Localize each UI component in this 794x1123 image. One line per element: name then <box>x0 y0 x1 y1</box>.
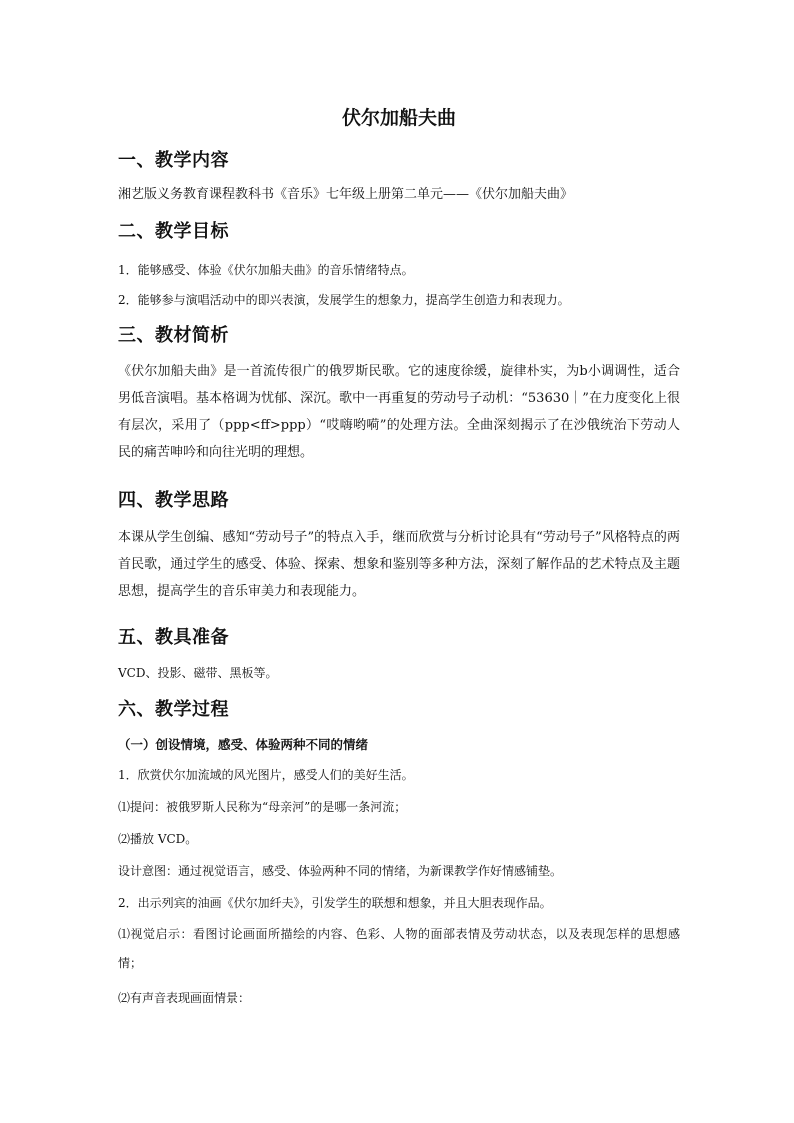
material-analysis-text: 《伏尔加船夫曲》是一首流传很广的俄罗斯民歌。它的速度徐缓，旋律朴实，为b小调调性，适合男低音演唱。基本格调为忧郁、深沉。歌中一再重复的劳动号子动机：“53630｜”在力度变化上很有层次，采用了（ppp<ff>ppp）“哎嗨哟嗬”的处理方法。全曲深刻揭示了在沙俄统治下劳动人民的痛苦呻吟和向往光明的理想。 <box>118 364 680 460</box>
teaching-aids-text: VCD、投影、磁带、黑板等。 <box>118 666 278 680</box>
process-line: 设计意图：通过视觉语言，感受、体验两种不同的情绪，为新课教学作好情感铺垫。 <box>118 864 563 878</box>
teaching-approach-text: 本课从学生创编、感知“劳动号子”的特点入手，继而欣赏与分析讨论具有“劳动号子”风格特点的两首民歌，通过学生的感受、体验、探索、想象和鉴别等多种方法，深刻了解作品的艺术特点及主题思想，提高学生的音乐审美力和表现能力。 <box>118 530 680 599</box>
process-line: ⑵有声音表现画面情景： <box>118 991 251 1005</box>
heading-teaching-process: 六、教学过程 <box>118 699 229 720</box>
heading-teaching-approach: 四、教学思路 <box>118 490 229 511</box>
heading-teaching-goals: 二、教学目标 <box>118 221 229 242</box>
process-line: ⑵播放 VCD。 <box>118 832 198 846</box>
process-line: 1．欣赏伏尔加流域的风光图片，感受人们的美好生活。 <box>118 768 414 782</box>
process-line: ⑴提问：被俄罗斯人民称为“母亲河”的是哪一条河流； <box>118 800 407 814</box>
goal-item: 1．能够感受、体验《伏尔加船夫曲》的音乐情绪特点。 <box>118 263 414 277</box>
process-line: ⑴视觉启示：看图讨论画面所描绘的内容、色彩、人物的面部表情及劳动状态，以及表现怎样的思想感情； <box>118 927 680 970</box>
document-title: 伏尔加船夫曲 <box>341 107 456 129</box>
heading-material-analysis: 三、教材简析 <box>118 325 229 346</box>
heading-teaching-content: 一、教学内容 <box>118 150 229 171</box>
heading-teaching-aids: 五、教具准备 <box>118 627 229 648</box>
goal-item: 2．能够参与演唱活动中的即兴表演，发展学生的想象力，提高学生创造力和表现力。 <box>118 293 570 307</box>
process-subheading: （一）创设情境，感受、体验两种不同的情绪 <box>118 737 369 752</box>
teaching-content-text: 湘艺版义务教育课程教科书《音乐》七年级上册第二单元——《伏尔加船夫曲》 <box>118 187 574 202</box>
process-line: 2．出示列宾的油画《伏尔加纤夫》，引发学生的联想和想象，并且大胆表现作品。 <box>118 896 552 910</box>
